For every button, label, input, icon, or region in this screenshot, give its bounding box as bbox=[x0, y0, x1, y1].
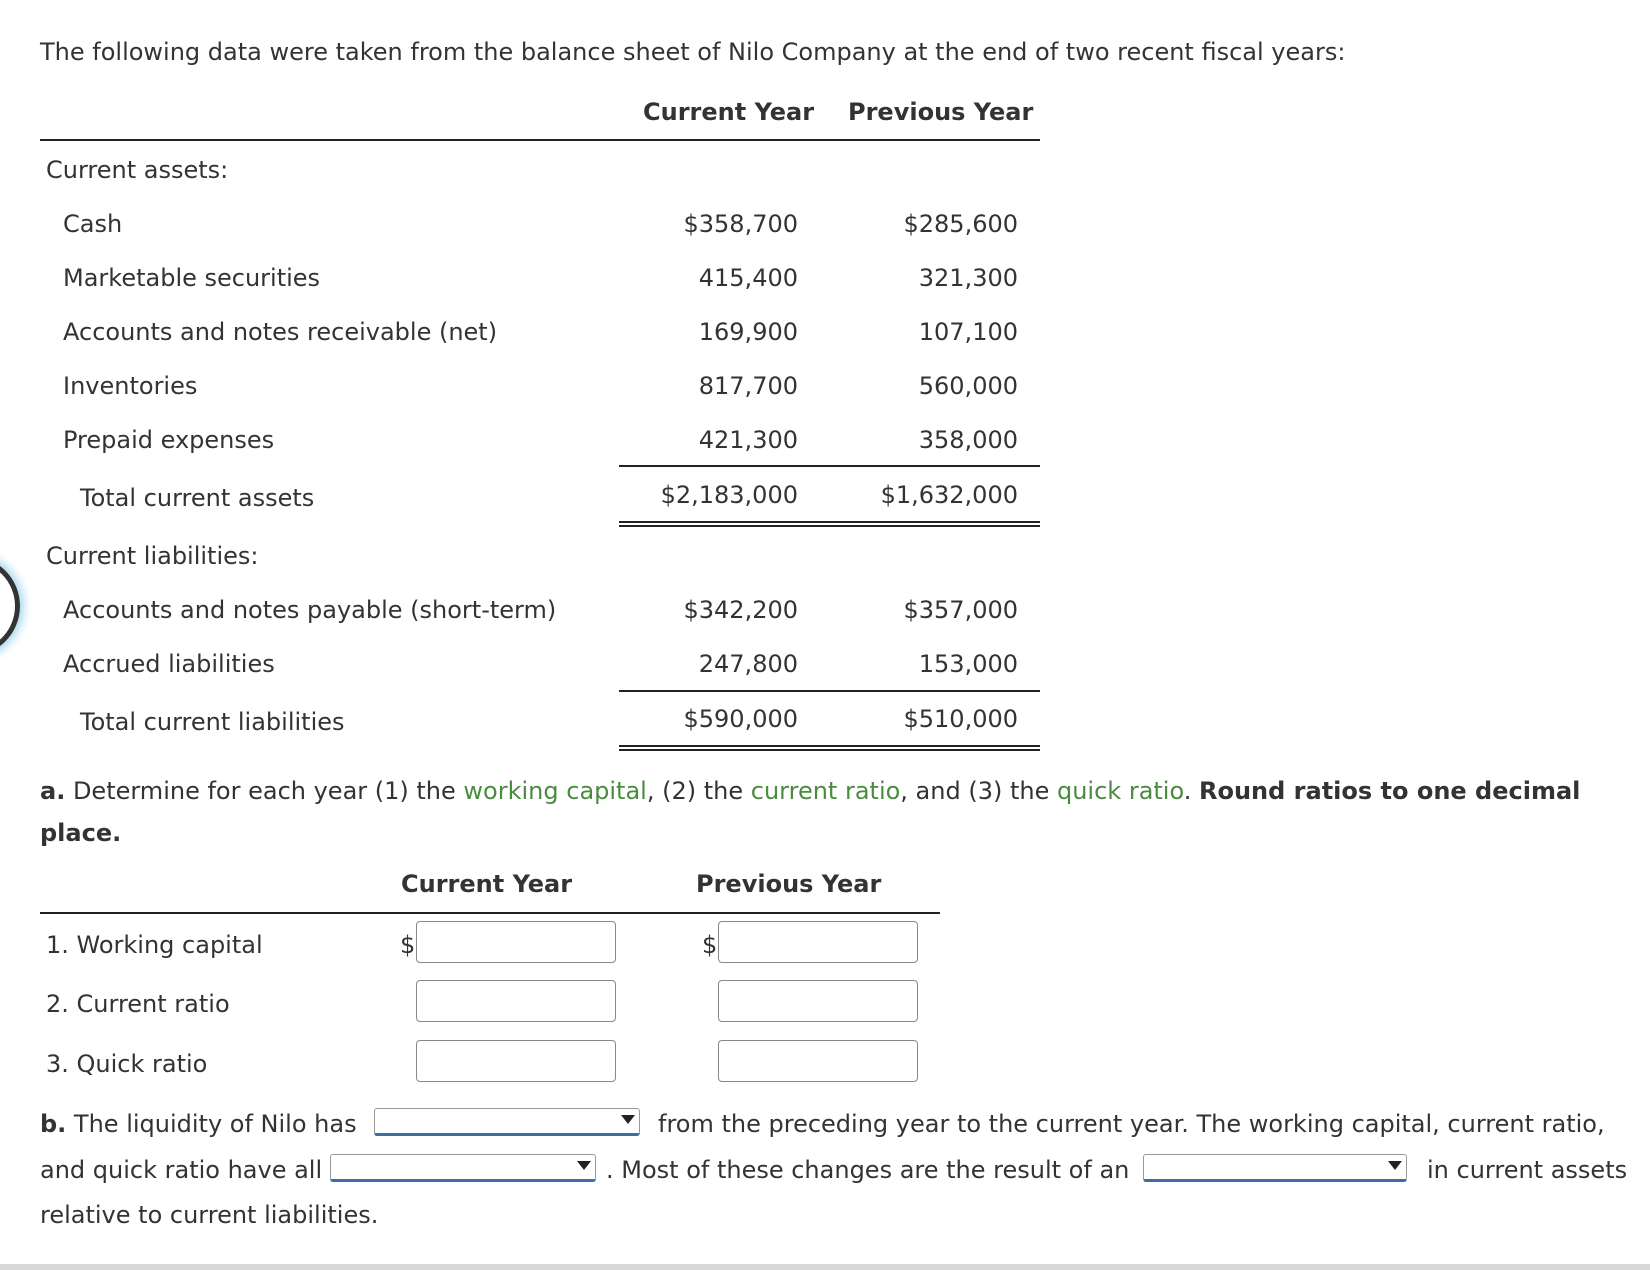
receivables-current: 169,900 bbox=[698, 318, 798, 346]
receivables-previous: 107,100 bbox=[918, 318, 1018, 346]
working-capital-current-dollar: $ bbox=[400, 931, 416, 959]
row-label-total-current-assets: Total current assets bbox=[80, 484, 315, 512]
answer-label-quick-ratio: 3. Quick ratio bbox=[46, 1050, 208, 1078]
marketable-securities-current: 415,400 bbox=[698, 264, 798, 292]
total-current-assets-previous: $1,632,000 bbox=[880, 481, 1018, 509]
answer-header-current-year: Current Year bbox=[401, 870, 573, 898]
working-capital-link[interactable]: working capital bbox=[463, 777, 647, 805]
prepaid-expenses-previous: 358,000 bbox=[918, 426, 1018, 454]
total-current-assets-current: $2,183,000 bbox=[660, 481, 798, 509]
cash-current: $358,700 bbox=[683, 210, 798, 238]
row-label-inventories: Inventories bbox=[63, 372, 198, 400]
cash-previous: $285,600 bbox=[903, 210, 1018, 238]
chevron-down-icon bbox=[577, 1161, 591, 1170]
working-capital-previous-dollar: $ bbox=[702, 931, 718, 959]
assets-total-double-rule bbox=[619, 521, 1040, 527]
part-a-rounding-note: Round ratios to one decimal place. bbox=[40, 777, 1581, 847]
part-a-letter: a. bbox=[40, 777, 66, 805]
header-current-year: Current Year bbox=[643, 98, 815, 126]
answer-header-previous-year: Previous Year bbox=[696, 870, 882, 898]
part-b-text-4: . Most of these changes are the result of an bbox=[606, 1156, 1130, 1184]
bottom-divider bbox=[0, 1264, 1650, 1270]
part-a-text-4: . bbox=[1183, 777, 1199, 805]
intro-text: The following data were taken from the balance sheet of Nilo Company at the end of two recent fiscal years: bbox=[40, 38, 1346, 66]
ratios-direction-select[interactable] bbox=[330, 1154, 596, 1182]
side-indicator-circle bbox=[0, 556, 20, 656]
quick-ratio-previous-input[interactable] bbox=[718, 1040, 918, 1082]
current-ratio-previous-input[interactable] bbox=[718, 980, 918, 1022]
part-a-text-2: , (2) the bbox=[646, 777, 751, 805]
liabilities-subtotal-rule bbox=[619, 690, 1040, 692]
answer-label-current-ratio: 2. Current ratio bbox=[46, 990, 230, 1018]
part-b-text-2: from the preceding year to the current year. The working capital, current ratio, bbox=[658, 1110, 1605, 1138]
accounts-payable-previous: $357,000 bbox=[903, 596, 1018, 624]
accrued-liabilities-previous: 153,000 bbox=[918, 650, 1018, 678]
part-a-instructions bbox=[40, 770, 1610, 854]
row-label-receivables: Accounts and notes receivable (net) bbox=[63, 318, 498, 346]
accounts-payable-current: $342,200 bbox=[683, 596, 798, 624]
row-label-accrued-liabilities: Accrued liabilities bbox=[63, 650, 275, 678]
section-current-assets: Current assets: bbox=[46, 156, 229, 184]
current-ratio-link[interactable]: current ratio bbox=[750, 777, 901, 805]
part-b-text-3: and quick ratio have all bbox=[40, 1156, 323, 1184]
assets-subtotal-rule bbox=[619, 465, 1040, 467]
working-capital-current-input[interactable] bbox=[416, 921, 616, 963]
part-b-line-1-start bbox=[40, 1110, 357, 1138]
total-current-liabilities-current: $590,000 bbox=[683, 705, 798, 733]
answer-label-working-capital: 1. Working capital bbox=[46, 931, 263, 959]
quick-ratio-current-input[interactable] bbox=[416, 1040, 616, 1082]
part-b-letter: b. bbox=[40, 1110, 67, 1138]
quick-ratio-link[interactable]: quick ratio bbox=[1056, 777, 1184, 805]
row-label-cash: Cash bbox=[63, 210, 123, 238]
row-label-accounts-payable: Accounts and notes payable (short-term) bbox=[63, 596, 557, 624]
chevron-down-icon bbox=[621, 1115, 635, 1124]
inventories-previous: 560,000 bbox=[918, 372, 1018, 400]
part-b-text-5: in current assets bbox=[1427, 1156, 1628, 1184]
current-ratio-current-input[interactable] bbox=[416, 980, 616, 1022]
row-label-total-current-liabilities: Total current liabilities bbox=[80, 708, 345, 736]
total-current-liabilities-previous: $510,000 bbox=[903, 705, 1018, 733]
part-b-text-6: relative to current liabilities. bbox=[40, 1201, 379, 1229]
header-rule bbox=[40, 139, 1040, 141]
part-b-text-1: The liquidity of Nilo has bbox=[66, 1110, 357, 1138]
section-current-liabilities: Current liabilities: bbox=[46, 542, 259, 570]
accrued-liabilities-current: 247,800 bbox=[698, 650, 798, 678]
part-a-text-3: , and (3) the bbox=[900, 777, 1057, 805]
header-previous-year: Previous Year bbox=[848, 98, 1034, 126]
row-label-prepaid-expenses: Prepaid expenses bbox=[63, 426, 275, 454]
row-label-marketable-securities: Marketable securities bbox=[63, 264, 321, 292]
chevron-down-icon bbox=[1388, 1161, 1402, 1170]
part-a-text-1: Determine for each year (1) the bbox=[65, 777, 464, 805]
inventories-current: 817,700 bbox=[698, 372, 798, 400]
prepaid-expenses-current: 421,300 bbox=[698, 426, 798, 454]
working-capital-previous-input[interactable] bbox=[718, 921, 918, 963]
marketable-securities-previous: 321,300 bbox=[918, 264, 1018, 292]
answer-header-rule bbox=[40, 912, 940, 914]
liquidity-change-select[interactable] bbox=[374, 1108, 640, 1136]
liabilities-total-double-rule bbox=[619, 745, 1040, 751]
current-assets-change-select[interactable] bbox=[1143, 1154, 1407, 1182]
